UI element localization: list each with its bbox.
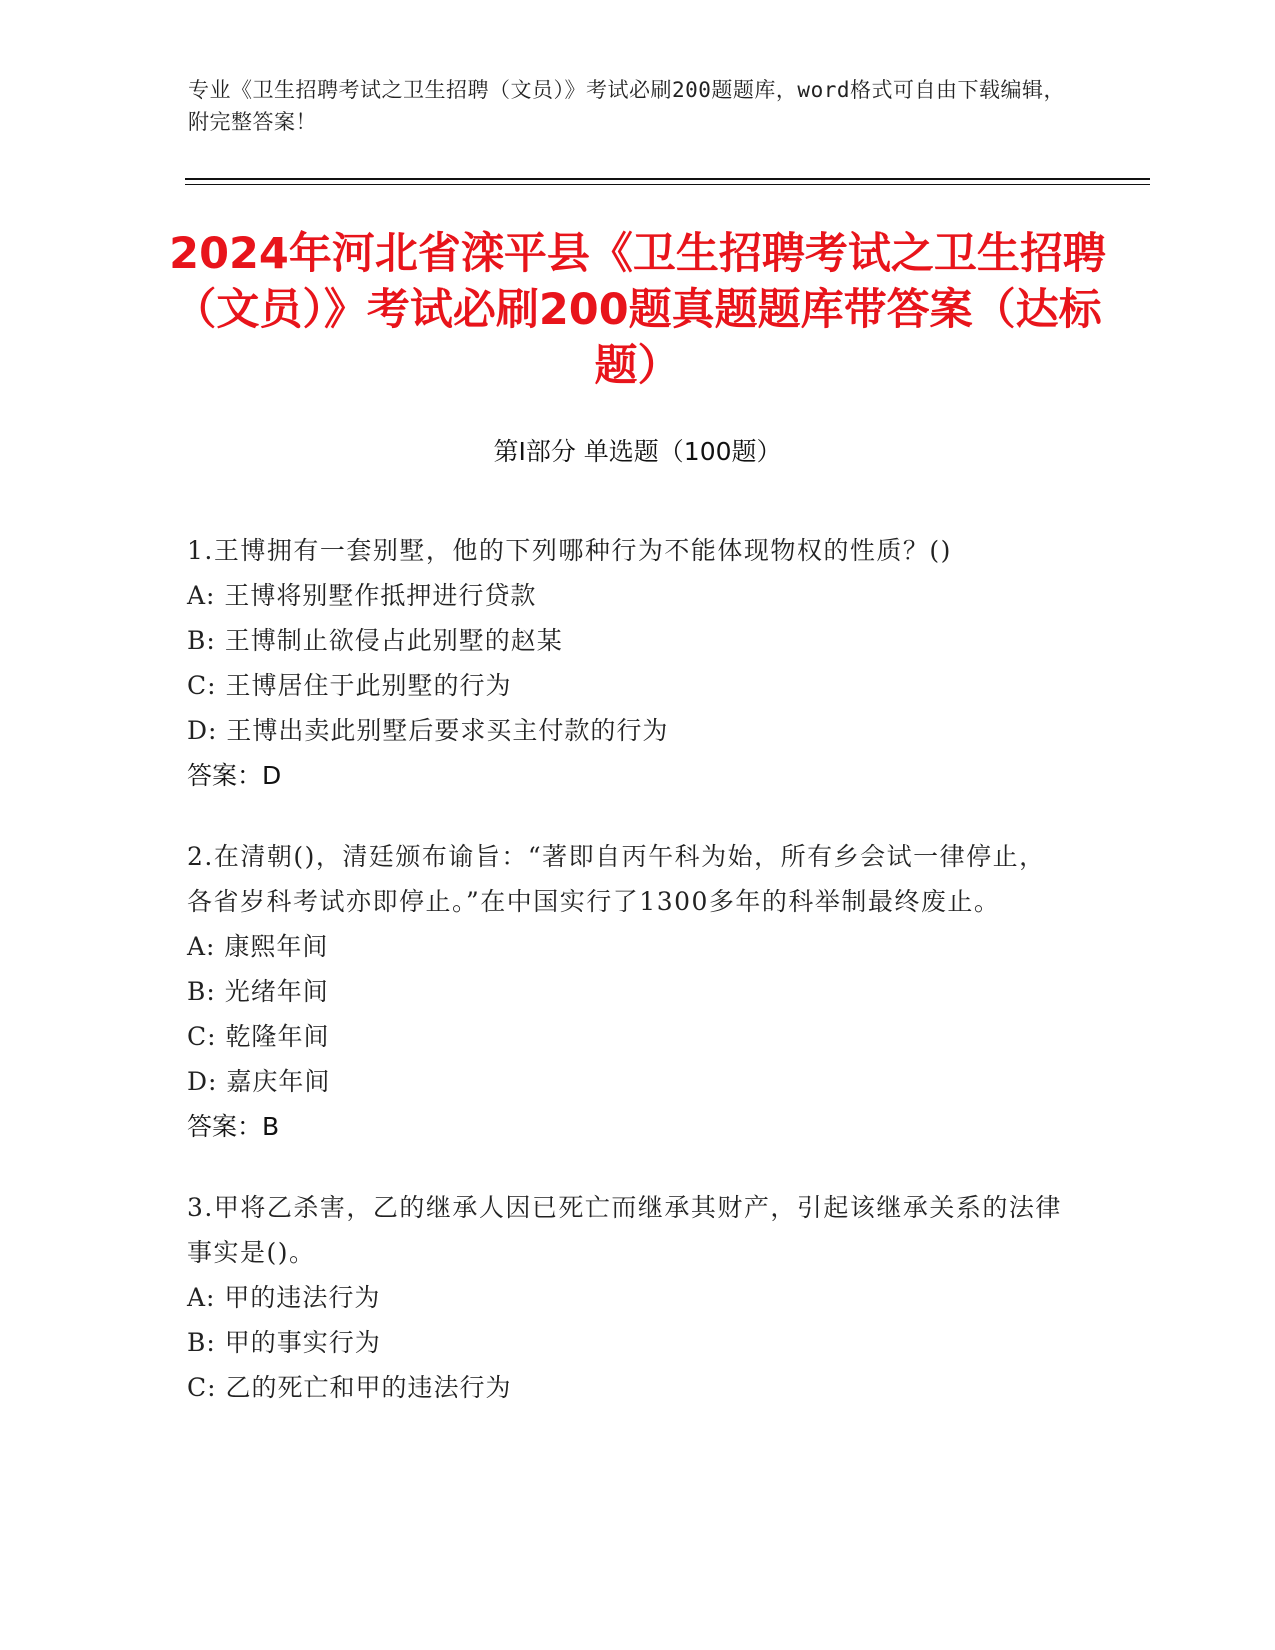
option-a: A: 康熙年间 (187, 932, 329, 961)
option-d: D: 王博出卖此别墅后要求买主付款的行为 (187, 716, 669, 745)
header-divider-thin (185, 184, 1150, 185)
question-stem: 1.王博拥有一套别墅，他的下列哪种行为不能体现物权的性质？() (187, 536, 952, 565)
option-b: B: 光绪年间 (187, 977, 329, 1006)
answer-line: 答案：D (187, 761, 282, 790)
header-note: 专业《卫生招聘考试之卫生招聘（文员）》考试必刷200题题库，word格式可自由下载编辑，附完整答案！ (188, 78, 1065, 134)
question-3 (187, 1185, 1067, 1410)
question-stem: 2.在清朝()，清廷颁布谕旨：“著即自丙午科为始，所有乡会试一律停止，各省岁科考试亦即停止。”在中国实行了1300多年的科举制最终废止。 (187, 842, 1046, 916)
question-stem: 3.甲将乙杀害，乙的继承人因已死亡而继承其财产，引起该继承关系的法律事实是()。 (187, 1193, 1062, 1267)
option-a: A: 甲的违法行为 (187, 1283, 381, 1312)
question-list (187, 528, 1067, 1446)
answer-line: 答案：B (187, 1112, 280, 1141)
header-divider-thick (185, 178, 1150, 180)
option-a: A: 王博将别墅作抵押进行贷款 (187, 581, 537, 610)
section-heading: 第Ⅰ部分 单选题（100题） (493, 437, 782, 466)
option-c: C: 王博居住于此别墅的行为 (187, 671, 512, 700)
option-b: B: 王博制止欲侵占此别墅的赵某 (187, 626, 563, 655)
document-title: 2024年河北省滦平县《卫生招聘考试之卫生招聘（文员）》考试必刷200题真题题库带答案（达标题） (169, 229, 1106, 391)
question-1 (187, 528, 1067, 798)
question-2 (187, 834, 1067, 1149)
option-d: D: 嘉庆年间 (187, 1067, 331, 1096)
option-c: C: 乾隆年间 (187, 1022, 330, 1051)
option-b: B: 甲的事实行为 (187, 1328, 381, 1357)
option-c: C: 乙的死亡和甲的违法行为 (187, 1373, 512, 1402)
